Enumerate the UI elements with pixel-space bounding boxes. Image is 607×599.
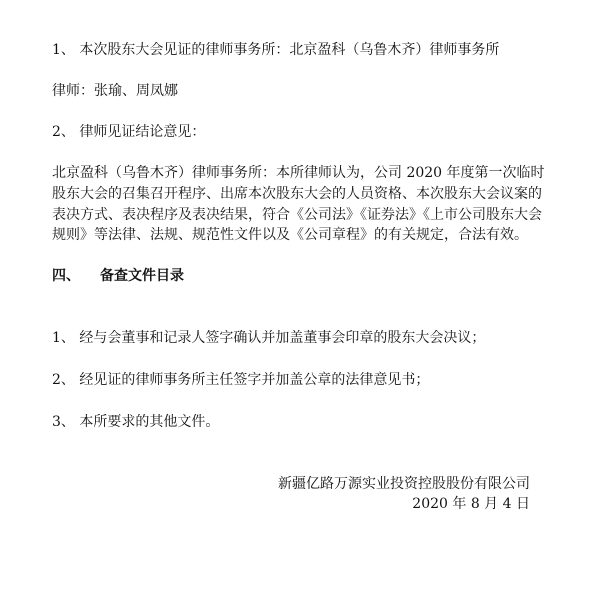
conclusion-line: 表决方式、表决程序及表决结果，符合《公司法》《证券法》《上市公司股东大会 [52,207,542,223]
section-title: 备查文件目录 [100,268,184,284]
file-item: 2、 经见证的律师事务所主任签字并加盖公章的法律意见书； [52,372,430,388]
conclusion-line: 规则》等法律、法规、规范性文件以及《公司章程》的有关规定，合法有效。 [52,227,528,243]
file-item: 1、 经与会董事和记录人签字确认并加盖董事会印章的股东大会决议； [52,330,486,346]
signature-company: 新疆亿路万源实业投资控股股份有限公司 [278,476,530,492]
conclusion-line: 股东大会的召集召开程序、出席本次股东大会的人员资格、本次股东大会议案的 [52,186,542,202]
section-number: 四、 [52,268,80,284]
item-law-firm: 1、 本次股东大会见证的律师事务所：北京盈科（乌鲁木齐）律师事务所 [52,42,500,58]
lawyers-line: 律师：张瑜、周凤娜 [52,83,178,99]
signature-date: 2020 年 8 月 4 日 [412,496,530,512]
conclusion-line: 北京盈科（乌鲁木齐）律师事务所：本所律师认为，公司 2020 年度第一次临时 [52,165,545,181]
file-item: 3、 本所要求的其他文件。 [52,414,220,430]
section-heading [52,266,184,286]
item-conclusion-heading: 2、 律师见证结论意见： [52,124,206,140]
